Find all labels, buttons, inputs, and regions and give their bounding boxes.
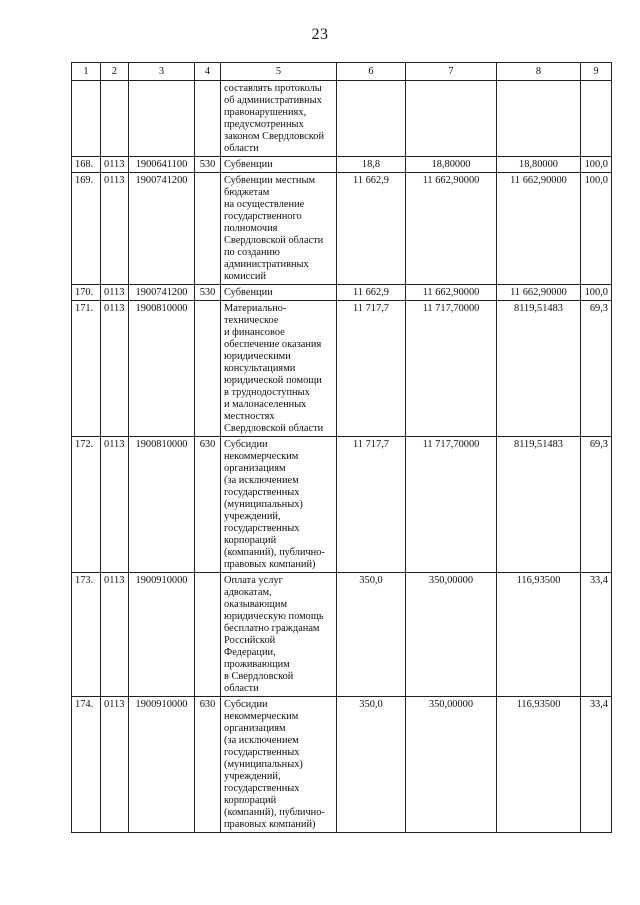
section-code-cell: 0113: [101, 173, 129, 285]
table-row: [72, 437, 612, 573]
target-article-cell: 1900741200: [129, 285, 195, 301]
executed-amount-cell: 18,80000: [497, 157, 581, 173]
table-body: [72, 63, 612, 833]
planned-amount-cell: 11 717,7: [337, 301, 406, 437]
planned-amount-cell: 11 662,9: [337, 173, 406, 285]
execution-percent-cell: 33,4: [581, 697, 612, 833]
executed-amount-cell: 11 662,90000: [497, 285, 581, 301]
target-article-cell: 1900810000: [129, 437, 195, 573]
approved-amount-cell: [406, 81, 497, 157]
header-cell-7: 7: [406, 63, 497, 81]
row-number-cell: 173.: [72, 573, 101, 697]
expense-type-cell: 630: [195, 697, 221, 833]
row-number-cell: 171.: [72, 301, 101, 437]
executed-amount-cell: 8119,51483: [497, 437, 581, 573]
planned-amount-cell: 11 717,7: [337, 437, 406, 573]
description-cell: [221, 697, 337, 833]
description-text: Оплата услуг адвокатам, оказывающим юридическую помощь бесплатно гражданам Российской Федерации, проживающим в Свердловской области: [224, 575, 324, 694]
row-number-cell: 172.: [72, 437, 101, 573]
header-cell-2: 2: [101, 63, 129, 81]
row-number-cell: 170.: [72, 285, 101, 301]
expense-type-cell: 630: [195, 437, 221, 573]
row-number-cell: 174.: [72, 697, 101, 833]
target-article-cell: [129, 81, 195, 157]
description-cell: [221, 285, 337, 301]
description-text: Субсидии некоммерческим организациям (за исключением государственных (муниципальных) учреждений, государственных корпораций (компаний), публично- правовых компаний): [224, 439, 325, 570]
expense-type-cell: 530: [195, 157, 221, 173]
executed-amount-cell: 8119,51483: [497, 301, 581, 437]
approved-amount-cell: 11 717,70000: [406, 301, 497, 437]
table-row: [72, 285, 612, 301]
page-number: 23: [311, 26, 329, 43]
expense-type-cell: 530: [195, 285, 221, 301]
section-code-cell: 0113: [101, 697, 129, 833]
description-text: составлять протоколы об административных правонарушениях, предусмотренных законом Свердловской области: [224, 83, 325, 154]
header-cell-1: 1: [72, 63, 101, 81]
section-code-cell: 0113: [101, 573, 129, 697]
planned-amount-cell: [337, 81, 406, 157]
description-cell: [221, 437, 337, 573]
description-cell: [221, 81, 337, 157]
section-code-cell: 0113: [101, 301, 129, 437]
approved-amount-cell: 11 717,70000: [406, 437, 497, 573]
header-cell-4: 4: [195, 63, 221, 81]
table-row: [72, 157, 612, 173]
target-article-cell: 1900641100: [129, 157, 195, 173]
description-text: Материально- техническое и финансовое обеспечение оказания юридическими консультациями юридической помощи в труднодоступных и малонаселенных местностях Свердловской области: [224, 303, 324, 434]
description-text: Субвенции: [224, 287, 273, 298]
execution-percent-cell: 100,0: [581, 285, 612, 301]
execution-percent-cell: 69,3: [581, 301, 612, 437]
target-article-cell: 1900741200: [129, 173, 195, 285]
header-cell-3: 3: [129, 63, 195, 81]
planned-amount-cell: 18,8: [337, 157, 406, 173]
approved-amount-cell: 350,00000: [406, 573, 497, 697]
execution-percent-cell: 33,4: [581, 573, 612, 697]
budget-table: [71, 62, 612, 833]
table-row: [72, 697, 612, 833]
section-code-cell: [101, 81, 129, 157]
section-code-cell: 0113: [101, 437, 129, 573]
table-row: [72, 573, 612, 697]
row-number-cell: 168.: [72, 157, 101, 173]
description-cell: [221, 301, 337, 437]
description-cell: [221, 157, 337, 173]
table-row: [72, 173, 612, 285]
section-code-cell: 0113: [101, 157, 129, 173]
planned-amount-cell: 350,0: [337, 573, 406, 697]
section-code-cell: 0113: [101, 285, 129, 301]
approved-amount-cell: 18,80000: [406, 157, 497, 173]
description-cell: [221, 573, 337, 697]
executed-amount-cell: 116,93500: [497, 573, 581, 697]
planned-amount-cell: 11 662,9: [337, 285, 406, 301]
execution-percent-cell: 100,0: [581, 157, 612, 173]
expense-type-cell: [195, 301, 221, 437]
table-row: [72, 81, 612, 157]
expense-type-cell: [195, 173, 221, 285]
header-cell-5: 5: [221, 63, 337, 81]
table-header-row: [72, 63, 612, 81]
description-text: Субвенции местным бюджетам на осуществление государственного полномочия Свердловской области по созданию административных комиссий: [224, 175, 324, 282]
executed-amount-cell: 116,93500: [497, 697, 581, 833]
target-article-cell: 1900910000: [129, 697, 195, 833]
approved-amount-cell: 11 662,90000: [406, 173, 497, 285]
description-text: Субсидии некоммерческим организациям (за исключением государственных (муниципальных) учреждений, государственных корпораций (компаний), публично- правовых компаний): [224, 699, 325, 830]
execution-percent-cell: 69,3: [581, 437, 612, 573]
executed-amount-cell: [497, 81, 581, 157]
row-number-cell: [72, 81, 101, 157]
approved-amount-cell: 350,00000: [406, 697, 497, 833]
row-number-cell: 169.: [72, 173, 101, 285]
expense-type-cell: [195, 81, 221, 157]
executed-amount-cell: 11 662,90000: [497, 173, 581, 285]
approved-amount-cell: 11 662,90000: [406, 285, 497, 301]
header-cell-8: 8: [497, 63, 581, 81]
table-row: [72, 301, 612, 437]
header-cell-6: 6: [337, 63, 406, 81]
planned-amount-cell: 350,0: [337, 697, 406, 833]
target-article-cell: 1900910000: [129, 573, 195, 697]
description-text: Субвенции: [224, 159, 273, 170]
execution-percent-cell: [581, 81, 612, 157]
header-cell-9: 9: [581, 63, 612, 81]
description-cell: [221, 173, 337, 285]
execution-percent-cell: 100,0: [581, 173, 612, 285]
target-article-cell: 1900810000: [129, 301, 195, 437]
expense-type-cell: [195, 573, 221, 697]
